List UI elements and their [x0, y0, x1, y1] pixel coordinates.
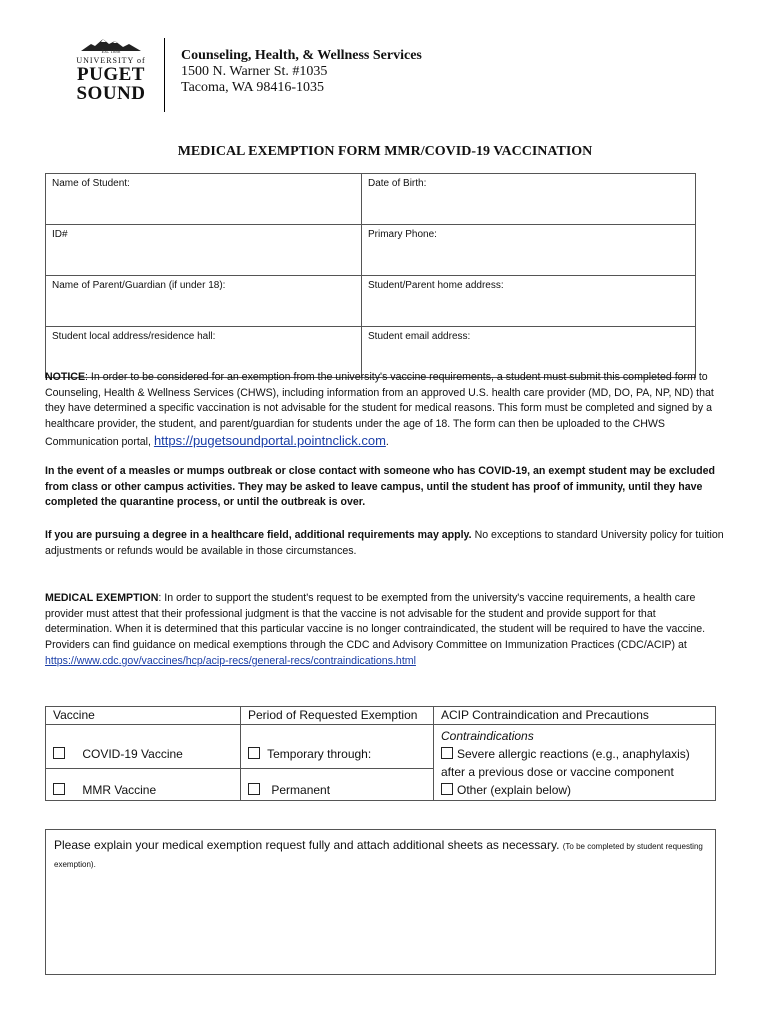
other-checkbox[interactable] [441, 783, 453, 795]
explain-note: (To be completed by student requesting exemption). [54, 842, 703, 869]
logo-puget: PUGET [77, 64, 145, 85]
medical-exemption-paragraph [45, 591, 725, 670]
portal-link[interactable]: https://pugetsoundportal.pointnclick.com [153, 432, 386, 448]
cdc-link[interactable]: https://www.cdc.gov/vaccines/hcp/acip-recs/general-recs/contraindications.html [45, 654, 416, 667]
address-line-1: 1500 N. Warner St. #1035 [181, 64, 328, 79]
allergic-label: Severe allergic reactions (e.g., anaphylaxis) after a previous dose or vaccine component [441, 747, 690, 779]
covid-checkbox[interactable] [53, 747, 65, 759]
period-permanent-cell [241, 769, 434, 801]
notice-text: : In order to be considered for an exemption from the university's vaccine requirements, a student must submit this completed form to Counseling, Health & Wellness Services (CHWS), including information from an approved U.S. health care provider (MD, DO, PA, NP, ND) that they have determined a specific vaccination is not advisable for the student for medical reasons. This form must be completed and signed by a healthcare provider, the student, and parent/guardian for students under the age of 18. The form can then be uploaded to the CHWS Communication portal, [45, 371, 714, 448]
header-divider [164, 38, 165, 112]
mmr-label: MMR Vaccine [82, 783, 157, 797]
vaccine-mmr-cell [46, 769, 241, 801]
period-temporary-cell [241, 725, 434, 769]
field-date-of-birth[interactable]: Date of Birth: [362, 174, 696, 225]
form-title: MEDICAL EXEMPTION FORM MMR/COVID-19 VACCINATION [177, 144, 593, 159]
field-local-address[interactable]: Student local address/residence hall: [46, 327, 362, 378]
explain-text: Please explain your medical exemption request fully and attach additional sheets as necessary. [54, 838, 560, 852]
org-name: Counseling, Health, & Wellness Services [181, 48, 422, 63]
logo-university-of: UNIVERSITY of [76, 56, 146, 65]
notice-label: NOTICE [45, 371, 86, 383]
contraindications-cell [434, 725, 716, 801]
field-home-address[interactable]: Student/Parent home address: [362, 276, 696, 327]
contraindications-heading: Contraindications [441, 729, 534, 743]
medical-text: : In order to support the student's request to be exempted from the university's vaccine requirements, a health care provider must attest that their professional judgment is that the vaccine is not advisable for the student and provide support for that determination. When it is determined that this particular vaccine is no longer contraindicated, the student will be required to have the vaccine. Providers can find guidance on medical exemptions through the CDC and Advisory Committee on Immunization Practices (CDC/ACIP) at [45, 592, 706, 652]
field-id[interactable]: ID# [46, 225, 362, 276]
vaccine-covid-cell [46, 725, 241, 769]
healthcare-paragraph [45, 528, 725, 559]
temporary-checkbox[interactable] [248, 747, 260, 759]
outbreak-paragraph: In the event of a measles or mumps outbreak or close contact with someone who has COVID-19, an exempt student may be excluded from class or other campus activities. They may be asked to leave campus, until the student has proof of immunity, until they have completed the quarantine process, or until the outbreak is over. [45, 465, 715, 509]
healthcare-text: No exceptions to standard University policy for tuition adjustments or refunds would be available in those circumstances. [45, 529, 724, 557]
header-acip: ACIP Contraindication and Precautions [434, 707, 716, 725]
logo-est: Est. 1888 [101, 50, 121, 55]
header-period: Period of Requested Exemption [241, 707, 434, 725]
allergic-checkbox[interactable] [441, 747, 453, 759]
permanent-label: Permanent [271, 783, 331, 797]
field-primary-phone[interactable]: Primary Phone: [362, 225, 696, 276]
notice-paragraph [45, 370, 725, 451]
field-parent-name[interactable]: Name of Parent/Guardian (if under 18): [46, 276, 362, 327]
field-email[interactable]: Student email address: [362, 327, 696, 378]
temporary-label: Temporary through: [267, 747, 372, 761]
explanation-box[interactable] [45, 829, 716, 975]
permanent-checkbox[interactable] [248, 783, 260, 795]
healthcare-bold: If you are pursuing a degree in a healthcare field, additional requirements may apply. [45, 529, 472, 541]
vaccine-table [45, 706, 716, 801]
university-logo [74, 38, 148, 103]
address-line-2: Tacoma, WA 98416-1035 [181, 80, 325, 95]
notice-end: . [385, 435, 389, 448]
student-info-table [45, 173, 696, 378]
mmr-checkbox[interactable] [53, 783, 65, 795]
logo-sound: SOUND [76, 83, 146, 104]
covid-label: COVID-19 Vaccine [82, 747, 183, 761]
header-vaccine: Vaccine [46, 707, 241, 725]
org-address [181, 48, 422, 96]
medical-label: MEDICAL EXEMPTION [45, 592, 159, 604]
other-label: Other (explain below) [457, 783, 572, 797]
field-student-name[interactable]: Name of Student: [46, 174, 362, 225]
